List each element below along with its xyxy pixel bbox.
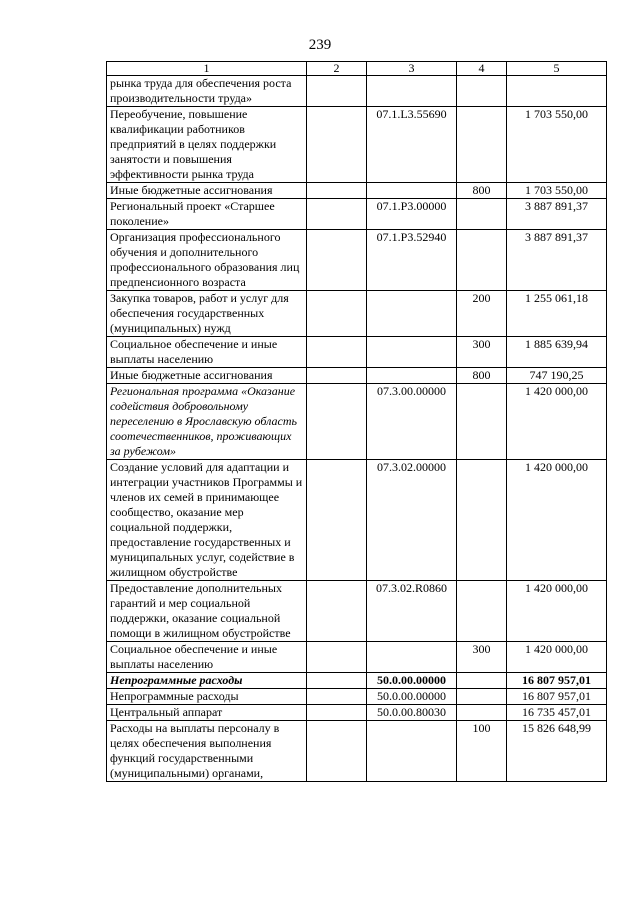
- table-row: [107, 107, 607, 183]
- row-code-cell: 07.1.P3.00000: [367, 199, 457, 230]
- row-code-cell: [367, 291, 457, 337]
- row-code-cell: 07.3.00.00000: [367, 384, 457, 460]
- row-amount-cell: 16 735 457,01: [507, 705, 607, 721]
- row-code-cell: 07.3.02.R0860: [367, 581, 457, 642]
- row-col2-cell: [307, 199, 367, 230]
- page-number: 239: [308, 37, 332, 53]
- row-code-cell: 50.0.00.80030: [367, 705, 457, 721]
- row-amount-cell: 1 703 550,00: [507, 183, 607, 199]
- row-name-cell: Закупка товаров, работ и услуг для обеспечения государственных (муниципальных) нужд: [107, 291, 307, 337]
- row-amount-cell: 1 420 000,00: [507, 642, 607, 673]
- row-code-cell: [367, 368, 457, 384]
- table-row: [107, 642, 607, 673]
- row-code-cell: 50.0.00.00000: [367, 673, 457, 689]
- row-name-cell: Центральный аппарат: [107, 705, 307, 721]
- row-expense-type-cell: [457, 460, 507, 581]
- table-row: [107, 705, 607, 721]
- table-row: [107, 368, 607, 384]
- row-code-cell: [367, 183, 457, 199]
- row-col2-cell: [307, 705, 367, 721]
- row-expense-type-cell: 800: [457, 183, 507, 199]
- table-row: [107, 183, 607, 199]
- row-name-cell: Непрограммные расходы: [107, 673, 307, 689]
- row-name-cell: Непрограммные расходы: [107, 689, 307, 705]
- table-header-row: [107, 62, 607, 76]
- row-expense-type-cell: [457, 689, 507, 705]
- row-expense-type-cell: [457, 76, 507, 107]
- row-amount-cell: 1 420 000,00: [507, 581, 607, 642]
- row-amount-cell: 16 807 957,01: [507, 689, 607, 705]
- row-amount-cell: 3 887 891,37: [507, 230, 607, 291]
- table-row: [107, 581, 607, 642]
- row-col2-cell: [307, 384, 367, 460]
- row-code-cell: 50.0.00.00000: [367, 689, 457, 705]
- row-name-cell: Социальное обеспечение и иные выплаты населению: [107, 337, 307, 368]
- table-row: [107, 721, 607, 782]
- row-col2-cell: [307, 337, 367, 368]
- row-amount-cell: 1 885 639,94: [507, 337, 607, 368]
- row-expense-type-cell: [457, 199, 507, 230]
- table-row: [107, 230, 607, 291]
- row-amount-cell: 1 703 550,00: [507, 107, 607, 183]
- header-col-3: 3: [367, 62, 457, 76]
- row-code-cell: [367, 337, 457, 368]
- header-col-1: 1: [107, 62, 307, 76]
- row-col2-cell: [307, 183, 367, 199]
- row-name-cell: Региональный проект «Старшее поколение»: [107, 199, 307, 230]
- row-col2-cell: [307, 673, 367, 689]
- header-col-4: 4: [457, 62, 507, 76]
- row-expense-type-cell: 300: [457, 642, 507, 673]
- row-amount-cell: 16 807 957,01: [507, 673, 607, 689]
- row-expense-type-cell: [457, 384, 507, 460]
- row-amount-cell: [507, 76, 607, 107]
- row-amount-cell: 3 887 891,37: [507, 199, 607, 230]
- row-col2-cell: [307, 581, 367, 642]
- table-row: [107, 76, 607, 107]
- row-col2-cell: [307, 460, 367, 581]
- row-col2-cell: [307, 368, 367, 384]
- table-row: [107, 337, 607, 368]
- row-code-cell: [367, 642, 457, 673]
- row-col2-cell: [307, 76, 367, 107]
- row-expense-type-cell: [457, 673, 507, 689]
- row-code-cell: 07.3.02.00000: [367, 460, 457, 581]
- row-amount-cell: 1 255 061,18: [507, 291, 607, 337]
- row-name-cell: Региональная программа «Оказание содействия добровольному переселению в Ярославскую область соотечественников, проживающих за рубежом»: [107, 384, 307, 460]
- row-name-cell: Социальное обеспечение и иные выплаты населению: [107, 642, 307, 673]
- row-expense-type-cell: [457, 581, 507, 642]
- header-col-5: 5: [507, 62, 607, 76]
- row-name-cell: Переобучение, повышение квалификации работников предприятий в целях поддержки занятости и повышения эффективности рынка труда: [107, 107, 307, 183]
- row-name-cell: Расходы на выплаты персоналу в целях обеспечения выполнения функций государственными (муниципальными) органами,: [107, 721, 307, 782]
- row-amount-cell: 1 420 000,00: [507, 460, 607, 581]
- row-expense-type-cell: [457, 705, 507, 721]
- row-amount-cell: 1 420 000,00: [507, 384, 607, 460]
- row-name-cell: Иные бюджетные ассигнования: [107, 183, 307, 199]
- row-expense-type-cell: [457, 230, 507, 291]
- header-col-2: 2: [307, 62, 367, 76]
- table-body: [107, 76, 607, 782]
- row-code-cell: [367, 721, 457, 782]
- table-row: [107, 384, 607, 460]
- row-expense-type-cell: 200: [457, 291, 507, 337]
- row-col2-cell: [307, 642, 367, 673]
- row-col2-cell: [307, 721, 367, 782]
- row-col2-cell: [307, 291, 367, 337]
- row-name-cell: Создание условий для адаптации и интеграции участников Программы и членов их семей в принимающее сообщество, оказание мер социальной поддержки, предоставление государственных и муниципальных услуг, содействие в жилищном обустройстве: [107, 460, 307, 581]
- table-row: [107, 689, 607, 705]
- row-col2-cell: [307, 230, 367, 291]
- row-col2-cell: [307, 107, 367, 183]
- row-expense-type-cell: [457, 107, 507, 183]
- row-name-cell: рынка труда для обеспечения роста производительности труда»: [107, 76, 307, 107]
- row-code-cell: 07.1.L3.55690: [367, 107, 457, 183]
- row-expense-type-cell: 300: [457, 337, 507, 368]
- row-name-cell: Организация профессионального обучения и дополнительного профессионального образования лиц предпенсионного возраста: [107, 230, 307, 291]
- row-expense-type-cell: 800: [457, 368, 507, 384]
- row-code-cell: 07.1.P3.52940: [367, 230, 457, 291]
- table-row: [107, 673, 607, 689]
- table-row: [107, 460, 607, 581]
- row-code-cell: [367, 76, 457, 107]
- row-name-cell: Предоставление дополнительных гарантий и мер социальной поддержки, оказание социальной помощи в жилищном обустройстве: [107, 581, 307, 642]
- row-amount-cell: 747 190,25: [507, 368, 607, 384]
- row-col2-cell: [307, 689, 367, 705]
- budget-table: [106, 61, 607, 782]
- row-amount-cell: 15 826 648,99: [507, 721, 607, 782]
- row-name-cell: Иные бюджетные ассигнования: [107, 368, 307, 384]
- table-row: [107, 199, 607, 230]
- row-expense-type-cell: 100: [457, 721, 507, 782]
- table-row: [107, 291, 607, 337]
